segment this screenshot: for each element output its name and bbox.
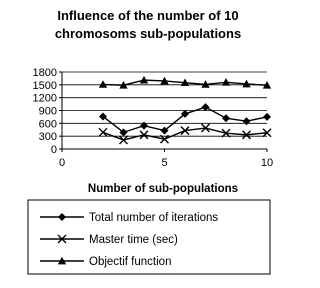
y-tick-label: 600 bbox=[38, 118, 57, 131]
data-point-series-0 bbox=[243, 117, 251, 125]
y-tick-label: 1200 bbox=[32, 92, 57, 105]
chart-title-line-1: Influence of the number of 10 bbox=[57, 8, 239, 23]
data-point-series-0 bbox=[202, 103, 210, 111]
x-tick-label: 5 bbox=[161, 157, 168, 169]
y-tick-label: 300 bbox=[38, 131, 57, 144]
plot-area bbox=[33, 67, 274, 169]
y-tick-label: 0 bbox=[50, 144, 57, 156]
y-tick-label: 1500 bbox=[32, 79, 57, 92]
x-tick-label: 0 bbox=[58, 157, 66, 169]
x-axis-label: Number of sub-populations bbox=[87, 183, 239, 195]
legend-label-0: Total number of iterations bbox=[89, 212, 219, 224]
chart-title-line-2: chromosoms sub-populations bbox=[54, 26, 242, 41]
data-point-series-0 bbox=[222, 114, 230, 122]
y-tick-label: 1800 bbox=[32, 67, 57, 79]
data-point-series-1 bbox=[99, 128, 107, 136]
x-tick-label: 10 bbox=[260, 157, 274, 169]
legend-label-1: Master time (sec) bbox=[89, 234, 178, 246]
legend bbox=[28, 200, 270, 274]
data-point-series-0 bbox=[263, 113, 271, 121]
y-tick-label: 900 bbox=[38, 105, 57, 118]
data-point-series-0 bbox=[140, 122, 148, 130]
legend-label-2: Objectif function bbox=[89, 256, 172, 268]
